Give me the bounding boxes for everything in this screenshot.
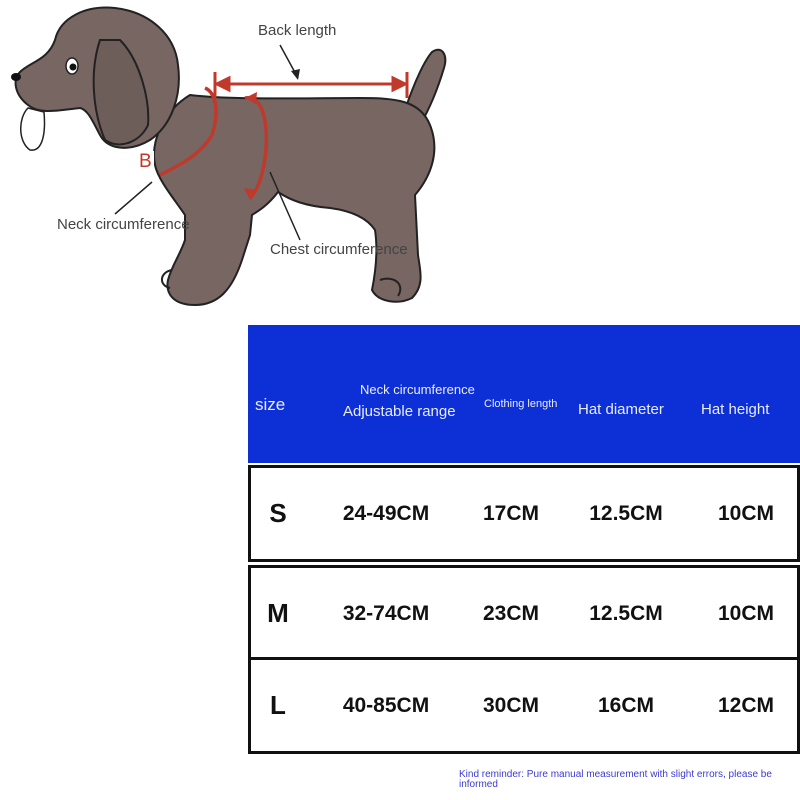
clothing-length-cell: 17CM xyxy=(482,502,540,525)
dog-nose xyxy=(11,73,21,81)
back-length-arrow xyxy=(215,72,407,98)
neck-range-cell: 24-49CM xyxy=(342,502,430,525)
neck-range-cell: 32-74CM xyxy=(342,602,430,625)
marker-b-label: B xyxy=(139,151,152,172)
table-row xyxy=(248,565,800,662)
neck-range-cell: 40-85CM xyxy=(342,694,430,717)
table-row xyxy=(248,657,800,754)
dog-body xyxy=(154,95,434,305)
size-cell: S xyxy=(269,498,287,528)
hat-height-cell: 10CM xyxy=(717,502,775,525)
header-hat-diameter: Hat diameter xyxy=(578,401,664,418)
header-neck-circumference: Neck circumference xyxy=(360,382,475,397)
hat-diameter-cell: 16CM xyxy=(597,694,655,717)
header-adjustable-range: Adjustable range xyxy=(343,403,456,420)
dog-drawing xyxy=(0,0,470,320)
size-cell: L xyxy=(270,690,286,720)
hat-diameter-cell: 12.5CM xyxy=(589,502,663,525)
header-hat-height: Hat height xyxy=(701,401,770,418)
measurement-reminder-note: Kind reminder: Pure manual measurement with slight errors, please be informed xyxy=(459,769,772,790)
size-chart-table xyxy=(248,325,800,755)
header-clothing-length: Clothing length xyxy=(484,398,558,410)
hat-height-cell: 12CM xyxy=(717,694,775,717)
back-length-label: Back length xyxy=(258,22,337,39)
clothing-length-cell: 30CM xyxy=(482,694,540,717)
hat-height-cell: 10CM xyxy=(717,602,775,625)
table-header xyxy=(248,325,800,463)
dog-measurement-illustration xyxy=(0,0,470,320)
clothing-length-cell: 23CM xyxy=(482,602,540,625)
header-size: size xyxy=(255,395,286,414)
neck-pointer xyxy=(115,182,152,214)
neck-circumference-label: Neck circumference xyxy=(57,216,190,233)
chest-circumference-label: Chest circumference xyxy=(270,241,408,258)
table-row xyxy=(248,465,800,562)
dog-tongue xyxy=(21,108,45,150)
size-cell: M xyxy=(267,598,289,628)
hat-diameter-cell: 12.5CM xyxy=(589,602,663,625)
